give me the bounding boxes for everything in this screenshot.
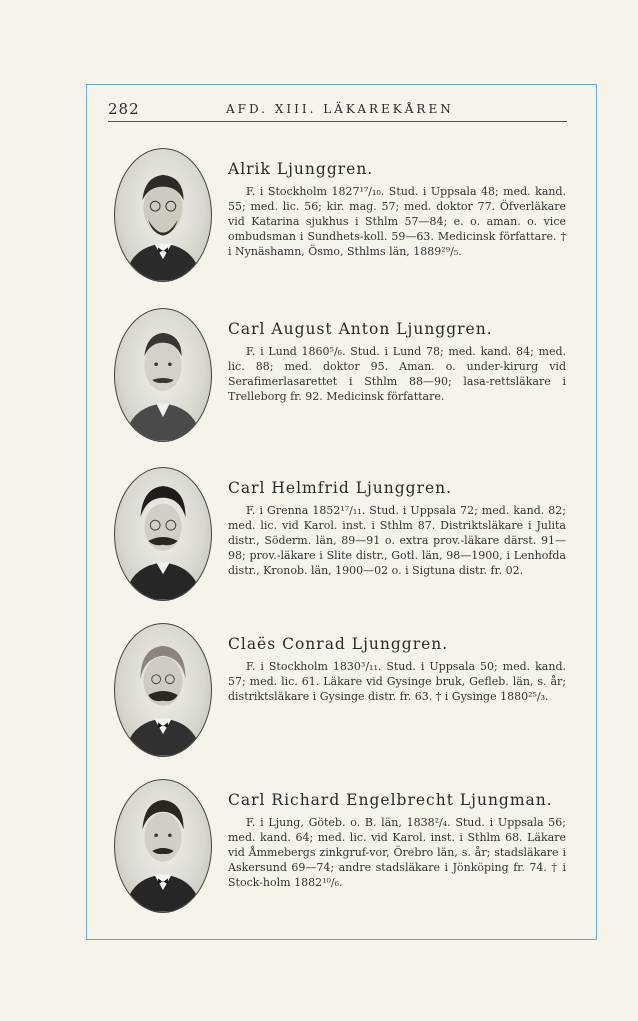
portrait-photo [114, 467, 212, 601]
person-bio: F. i Ljung, Göteb. o. B. län, 1838²/₄. Stud. i Uppsala 56; med. kand. 64; med. lic. vid Karol. inst. i Sthlm 68. Läkare vid Åmmebergs zinkgruf-vor, Örebro län, s. år; stadsläkare i Askersund 69—74; andre stadsläkare i Jönköping fr. 74. † i Stock-holm 1882¹⁰/₆. [228, 816, 566, 889]
entry-text [228, 635, 566, 704]
person-name: Alrik Ljunggren. [228, 160, 374, 178]
page-number: 282 [108, 100, 140, 118]
portrait-photo [114, 779, 212, 913]
portrait-photo [114, 148, 212, 282]
person-bio: F. i Stockholm 1830³/₁₁. Stud. i Uppsala 50; med. kand. 57; med. lic. 61. Läkare vid Gysinge bruk, Gefleb. län, s. år; distriktsläkare i Gysinge distr. fr. 63. † i Gysinge 1880²⁵/₃. [228, 660, 566, 703]
header-rule [108, 121, 567, 122]
person-name: Carl Richard Engelbrecht Ljungman. [228, 791, 553, 809]
person-name: Claës Conrad Ljunggren. [228, 635, 449, 653]
person-bio: F. i Stockholm 1827¹⁷/₁₀. Stud. i Uppsala 48; med. kand. 55; med. lic. 56; kir. mag. 57; med. doktor 77. Öfverläkare vid Katarina sjukhus i Sthlm 57—84; e. o. aman. o. vice ombudsman i Sundhets-koll. 59—63. Medicinsk författare. † i Nynäshamn, Ösmo, Sthlms län, 1889²⁹/₅. [228, 185, 566, 258]
entry-text [228, 479, 566, 578]
person-name: Carl Helmfrid Ljunggren. [228, 479, 453, 497]
page-header [108, 100, 568, 122]
section-title: AFD. XIII. LÄKAREKÅREN [226, 102, 454, 116]
portrait-photo [114, 308, 212, 442]
entry-text [228, 320, 566, 404]
entry-text [228, 160, 566, 259]
entry-text [228, 791, 566, 890]
person-name: Carl August Anton Ljunggren. [228, 320, 493, 338]
portrait-photo [114, 623, 212, 757]
person-bio: F. i Lund 1860⁵/₆. Stud. i Lund 78; med. kand. 84; med. lic. 88; med. doktor 95. Aman. o. under-kirurg vid Serafimerlasarettet i Sthlm 88—90; lasa-rettsläkare i Trelleborg fr. 92. Medicinsk författare. [228, 345, 566, 403]
person-bio: F. i Grenna 1852¹⁷/₁₁. Stud. i Uppsala 72; med. kand. 82; med. lic. vid Karol. inst. i Sthlm 87. Distriktsläkare i Julita distr., Söderm. län, 89—91 o. extra prov.-läkare därst. 91—98; prov.-läkare i Slite distr., Gotl. län, 98—1900, i Lenhofda distr., Kronob. län, 1900—02 o. i Sigtuna distr. fr. 02. [228, 504, 566, 577]
